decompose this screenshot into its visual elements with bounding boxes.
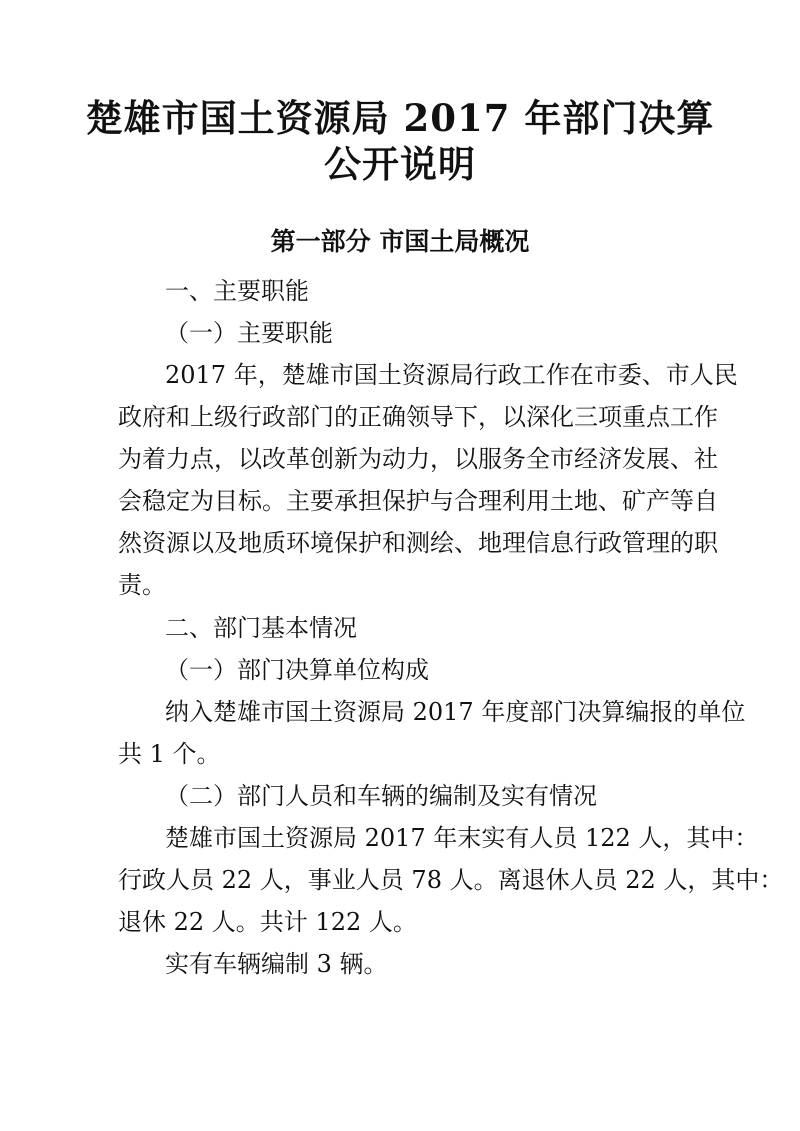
- section2-paragraph-line: 行政人员 22 人，事业人员 78 人。离退休人员 22 人，其中：: [118, 866, 784, 894]
- document-title-line1: 楚雄市国土资源局 2017 年部门决算: [85, 96, 715, 140]
- section2-heading: 二、部门基本情况: [165, 614, 357, 642]
- section2-paragraph-line: 退休 22 人。共计 122 人。: [118, 908, 417, 936]
- section2-subheading-1: （一）部门决算单位构成: [165, 656, 429, 684]
- section2-vehicles-line: 实有车辆编制 3 辆。: [165, 950, 388, 978]
- section2-subheading-2: （二）部门人员和车辆的编制及实有情况: [165, 782, 597, 810]
- section2-paragraph-line: 楚雄市国土资源局 2017 年末实有人员 122 人，其中：: [165, 824, 759, 852]
- part1-title: 第一部分 市国土局概况: [270, 227, 530, 256]
- section1-paragraph-line: 责。: [118, 571, 166, 599]
- section1-paragraph-line: 2017 年，楚雄市国土资源局行政工作在市委、市人民: [165, 361, 738, 389]
- section1-subheading: （一）主要职能: [165, 319, 333, 347]
- section1-paragraph-line: 政府和上级行政部门的正确领导下，以深化三项重点工作: [118, 403, 718, 431]
- section1-paragraph-line: 为着力点，以改革创新为动力，以服务全市经济发展、社: [118, 445, 718, 473]
- section2-paragraph-line: 纳入楚雄市国土资源局 2017 年度部门决算编报的单位: [165, 698, 746, 726]
- section1-heading: 一、主要职能: [165, 277, 309, 305]
- section2-paragraph-line: 共 1 个。: [118, 740, 221, 768]
- section1-paragraph-line: 会稳定为目标。主要承担保护与合理利用土地、矿产等自: [118, 487, 718, 515]
- section1-paragraph-line: 然资源以及地质环境保护和测绘、地理信息行政管理的职: [118, 529, 718, 557]
- document-title-line2: 公开说明: [324, 142, 476, 186]
